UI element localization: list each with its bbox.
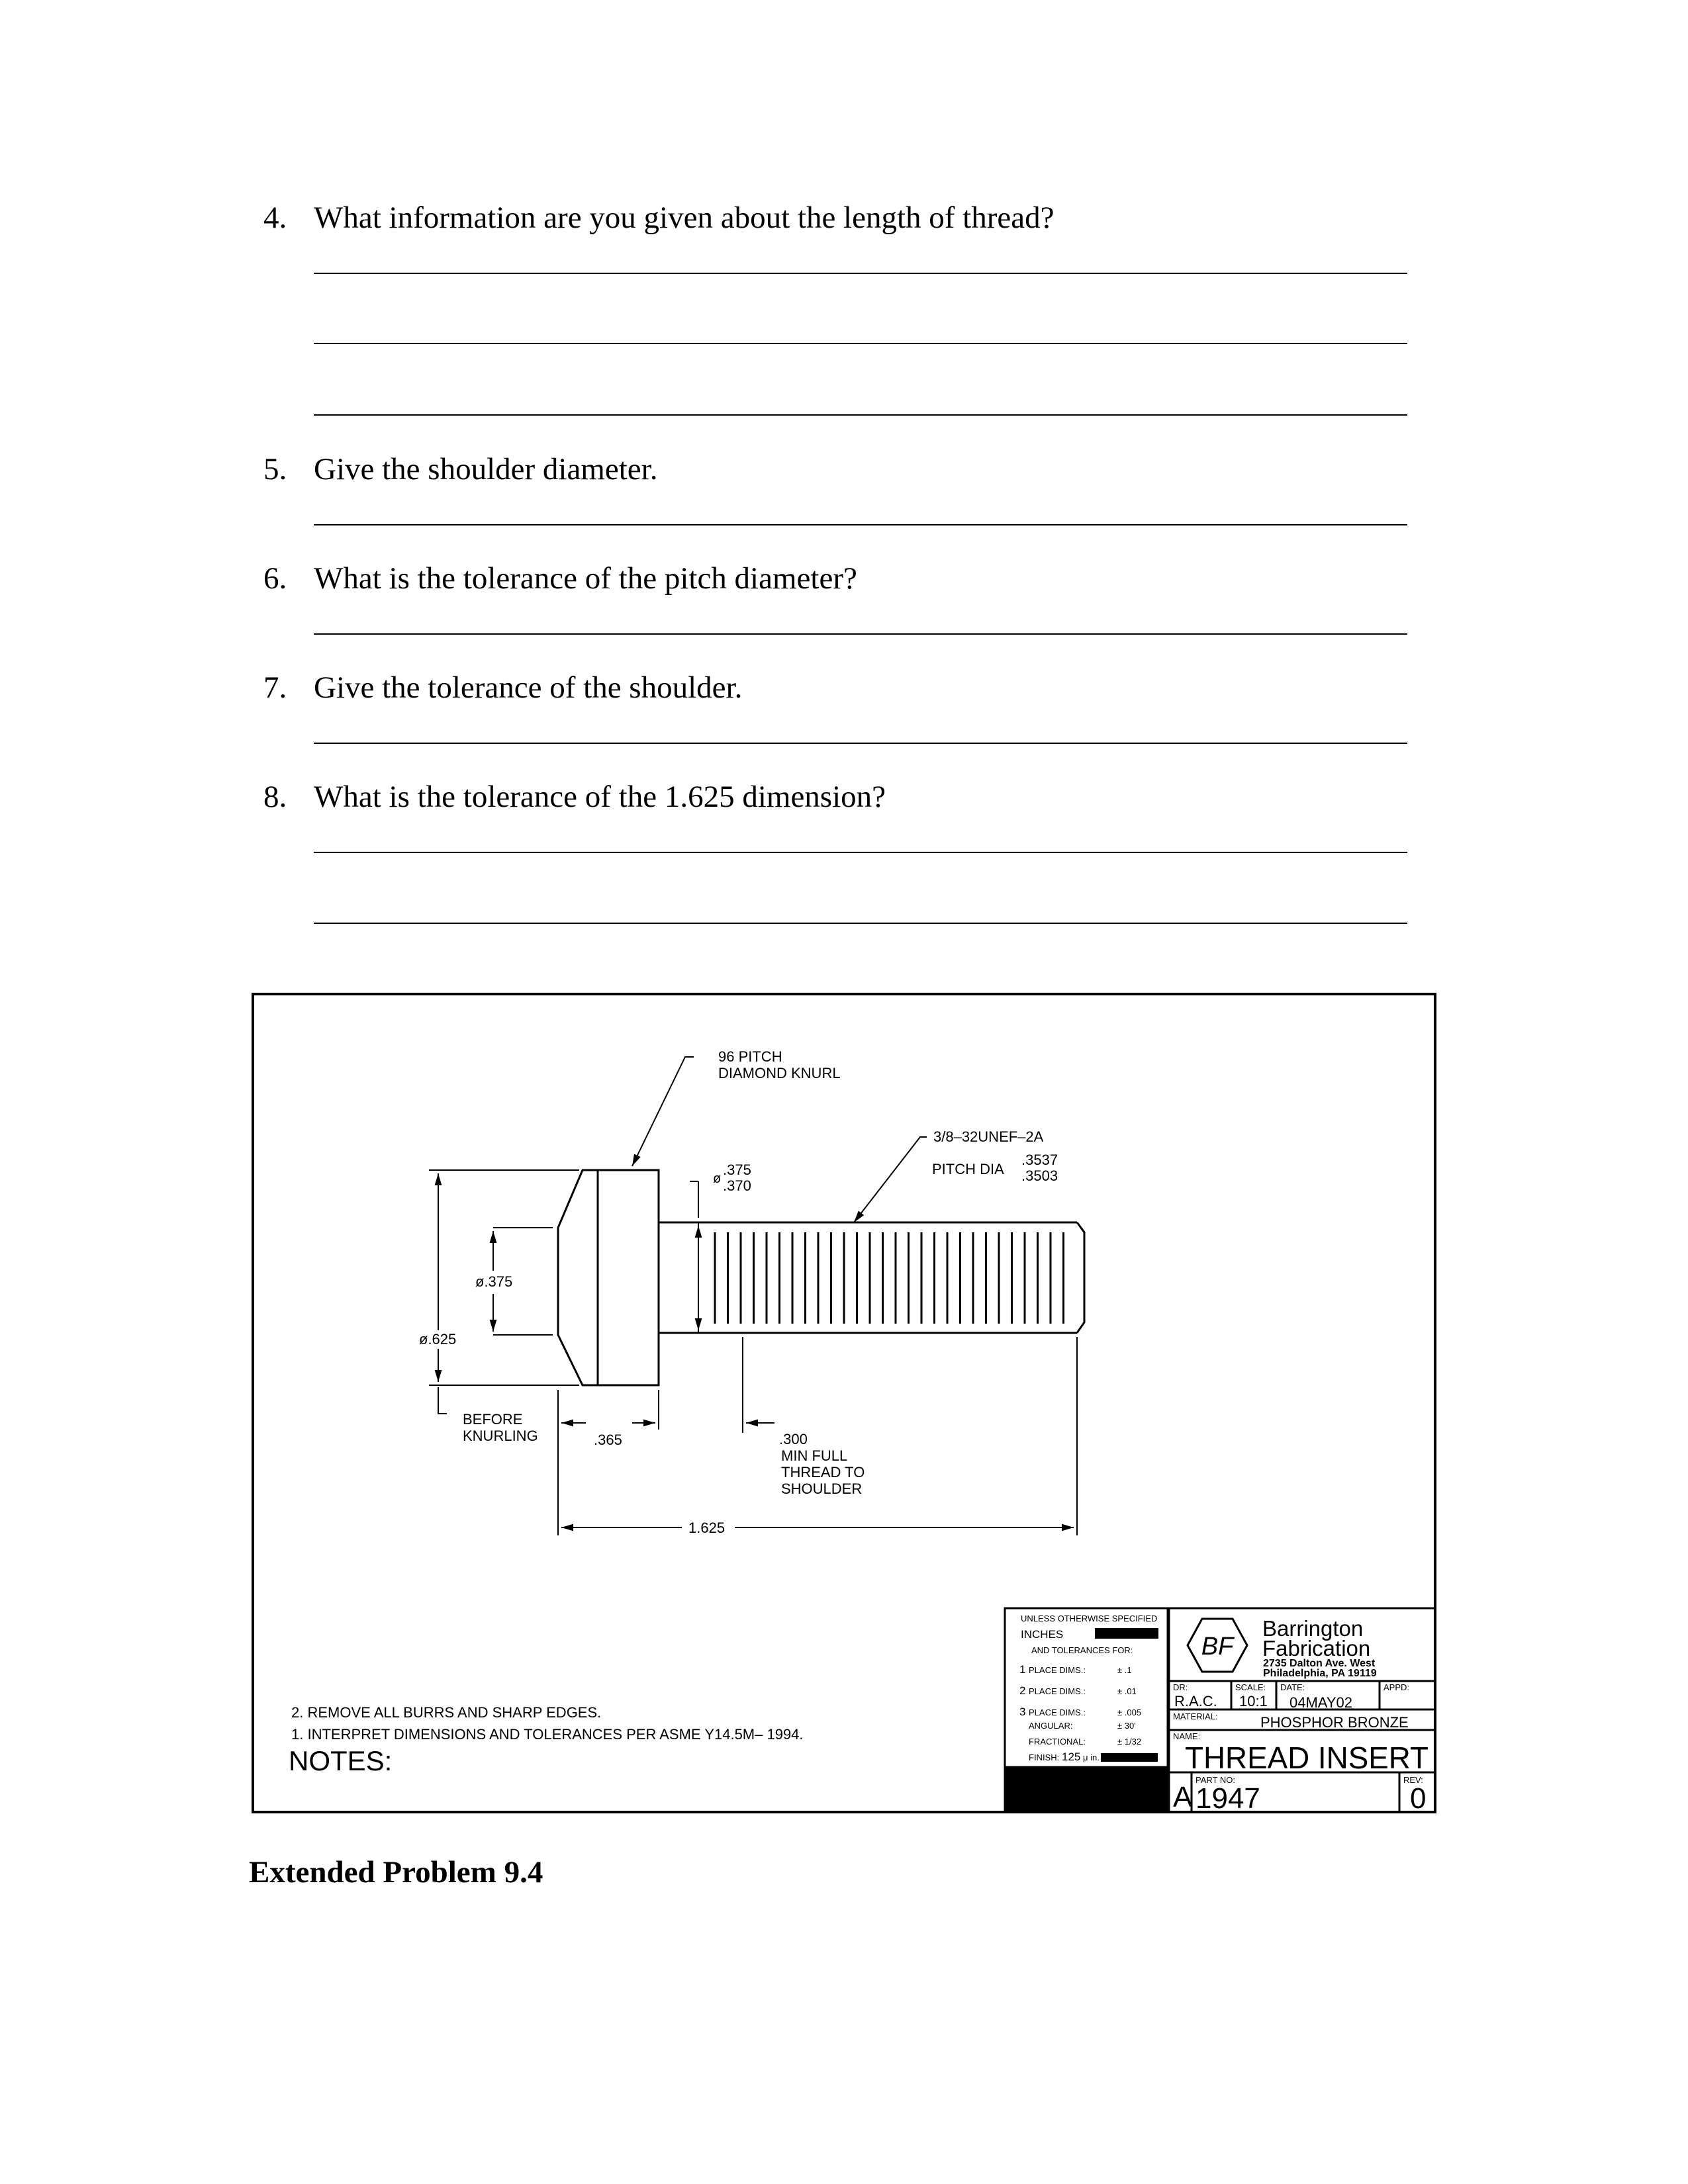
knurl-callout: DIAMOND KNURL <box>718 1065 841 1081</box>
drawing-date: 04MAY02 <box>1289 1694 1352 1711</box>
svg-text:ANGULAR:: ANGULAR: <box>1029 1721 1073 1731</box>
head-length-dimension: .365 <box>594 1432 622 1448</box>
note-2: 2. REMOVE ALL BURRS AND SHARP EDGES. <box>291 1704 602 1721</box>
svg-text:PLACE DIMS.:: PLACE DIMS.: <box>1029 1665 1086 1675</box>
question-text: What is the tolerance of the 1.625 dimension? <box>314 780 886 814</box>
question-number: 7. <box>263 670 287 705</box>
svg-text:3: 3 <box>1019 1706 1026 1718</box>
answer-line[interactable] <box>314 414 1407 416</box>
company-name: Barrington <box>1262 1616 1364 1641</box>
overall-length-dimension: 1.625 <box>688 1520 726 1536</box>
scale-value: 10:1 <box>1239 1693 1268 1709</box>
thread-marks <box>715 1232 1064 1324</box>
drawn-by: R.A.C. <box>1174 1693 1217 1709</box>
note-1: 1. INTERPRET DIMENSIONS AND TOLERANCES PER ASME Y14.5M– 1994. <box>291 1726 804 1743</box>
part-number: 1947 <box>1196 1782 1260 1815</box>
thread-insert-part <box>558 1170 1084 1385</box>
answer-line[interactable] <box>314 273 1407 274</box>
svg-text:μ in.: μ in. <box>1083 1752 1100 1762</box>
question-number: 6. <box>263 561 287 596</box>
svg-text:INCHES: INCHES <box>1021 1628 1064 1641</box>
thread-spec: 3/8–32UNEF–2A <box>933 1128 1044 1145</box>
part-name: THREAD INSERT <box>1185 1741 1429 1775</box>
svg-text:DR:: DR: <box>1173 1682 1188 1692</box>
svg-text:FRACTIONAL:: FRACTIONAL: <box>1029 1737 1086 1747</box>
svg-text:1: 1 <box>1019 1663 1026 1676</box>
question-4 <box>263 203 1054 234</box>
company-address: 2735 Dalton Ave. West <box>1263 1658 1376 1669</box>
company-name: Fabrication <box>1262 1636 1371 1661</box>
svg-text:DATE:: DATE: <box>1280 1682 1305 1692</box>
question-text: Give the tolerance of the shoulder. <box>314 670 743 705</box>
pitch-dia-label: PITCH DIA <box>932 1161 1004 1177</box>
svg-text:± .1: ± .1 <box>1117 1665 1132 1675</box>
shoulder-head <box>598 1170 659 1385</box>
svg-text:± 30': ± 30' <box>1117 1721 1136 1731</box>
pitch-dia-max: .3537 <box>1021 1152 1058 1168</box>
answer-line[interactable] <box>314 923 1407 924</box>
thread-gap-note: SHOULDER <box>781 1480 863 1497</box>
shoulder-dia-min: .370 <box>723 1177 751 1194</box>
question-text: What information are you given about the length of thread? <box>314 201 1055 235</box>
svg-text:2: 2 <box>1019 1684 1026 1697</box>
svg-text:PART NO:: PART NO: <box>1196 1775 1235 1785</box>
shoulder-dia-max: .375 <box>723 1161 751 1178</box>
before-knurling-leader <box>438 1387 447 1414</box>
large-dia-dimension: ø.625 <box>419 1331 457 1347</box>
company-address: Philadelphia, PA 19119 <box>1263 1668 1377 1679</box>
small-dia-dimension: ø.375 <box>475 1273 513 1290</box>
notes-heading: NOTES: <box>289 1745 393 1776</box>
question-text: What is the tolerance of the pitch diameter? <box>314 561 857 596</box>
svg-text:± 1/32: ± 1/32 <box>1117 1737 1142 1747</box>
thread-end-chamfer <box>1077 1222 1084 1333</box>
knurl-leader <box>632 1057 694 1166</box>
svg-text:± .01: ± .01 <box>1117 1686 1137 1696</box>
answer-line[interactable] <box>314 743 1407 744</box>
pitch-dia-min: .3503 <box>1021 1167 1058 1184</box>
answer-line[interactable] <box>314 633 1407 635</box>
question-6 <box>263 563 857 594</box>
thread-leader <box>854 1137 927 1222</box>
svg-text:UNLESS OTHERWISE SPECIFIED: UNLESS OTHERWISE SPECIFIED <box>1021 1614 1158 1623</box>
question-8 <box>263 782 886 813</box>
svg-text:APPD:: APPD: <box>1383 1682 1410 1692</box>
svg-text:FINISH:: FINISH: <box>1029 1752 1060 1762</box>
svg-text:PLACE DIMS.:: PLACE DIMS.: <box>1029 1686 1086 1696</box>
svg-text:125: 125 <box>1062 1751 1081 1763</box>
answer-line[interactable] <box>314 524 1407 525</box>
engineering-drawing <box>252 993 1438 1816</box>
svg-text:REV:: REV: <box>1403 1775 1423 1785</box>
question-number: 5. <box>263 452 287 486</box>
svg-text:AND TOLERANCES FOR:: AND TOLERANCES FOR: <box>1031 1645 1133 1655</box>
svg-text:SCALE:: SCALE: <box>1235 1682 1266 1692</box>
problem-caption: Extended Problem 9.4 <box>249 1855 543 1889</box>
thread-gap-note: MIN FULL <box>781 1447 848 1464</box>
question-number: 4. <box>263 201 287 235</box>
knurl-callout: 96 PITCH <box>718 1048 782 1065</box>
answer-line[interactable] <box>314 343 1407 344</box>
title-block-text <box>1173 1616 1429 1815</box>
question-7 <box>263 672 742 704</box>
company-logo-letters: BF <box>1201 1633 1234 1661</box>
before-knurling-note: KNURLING <box>463 1428 538 1444</box>
before-knurling-note: BEFORE <box>463 1411 523 1428</box>
svg-text:NAME:: NAME: <box>1173 1731 1201 1741</box>
drawing-notes <box>289 1704 804 1776</box>
thread-gap-note: THREAD TO <box>781 1464 865 1480</box>
shoulder-dia-symbol: ø <box>713 1171 722 1186</box>
svg-text:MATERIAL:: MATERIAL: <box>1173 1711 1218 1721</box>
svg-text:PLACE DIMS.:: PLACE DIMS.: <box>1029 1707 1086 1717</box>
thread-gap-dimension: .300 <box>779 1431 808 1447</box>
answer-line[interactable] <box>314 852 1407 853</box>
question-number: 8. <box>263 780 287 814</box>
question-5 <box>263 454 657 485</box>
question-text: Give the shoulder diameter. <box>314 452 658 486</box>
head-chamfer <box>558 1170 598 1385</box>
material-value: PHOSPHOR BRONZE <box>1260 1714 1409 1731</box>
revision: 0 <box>1410 1782 1427 1815</box>
svg-text:± .005: ± .005 <box>1117 1707 1142 1717</box>
drawing-size: A <box>1173 1781 1193 1813</box>
